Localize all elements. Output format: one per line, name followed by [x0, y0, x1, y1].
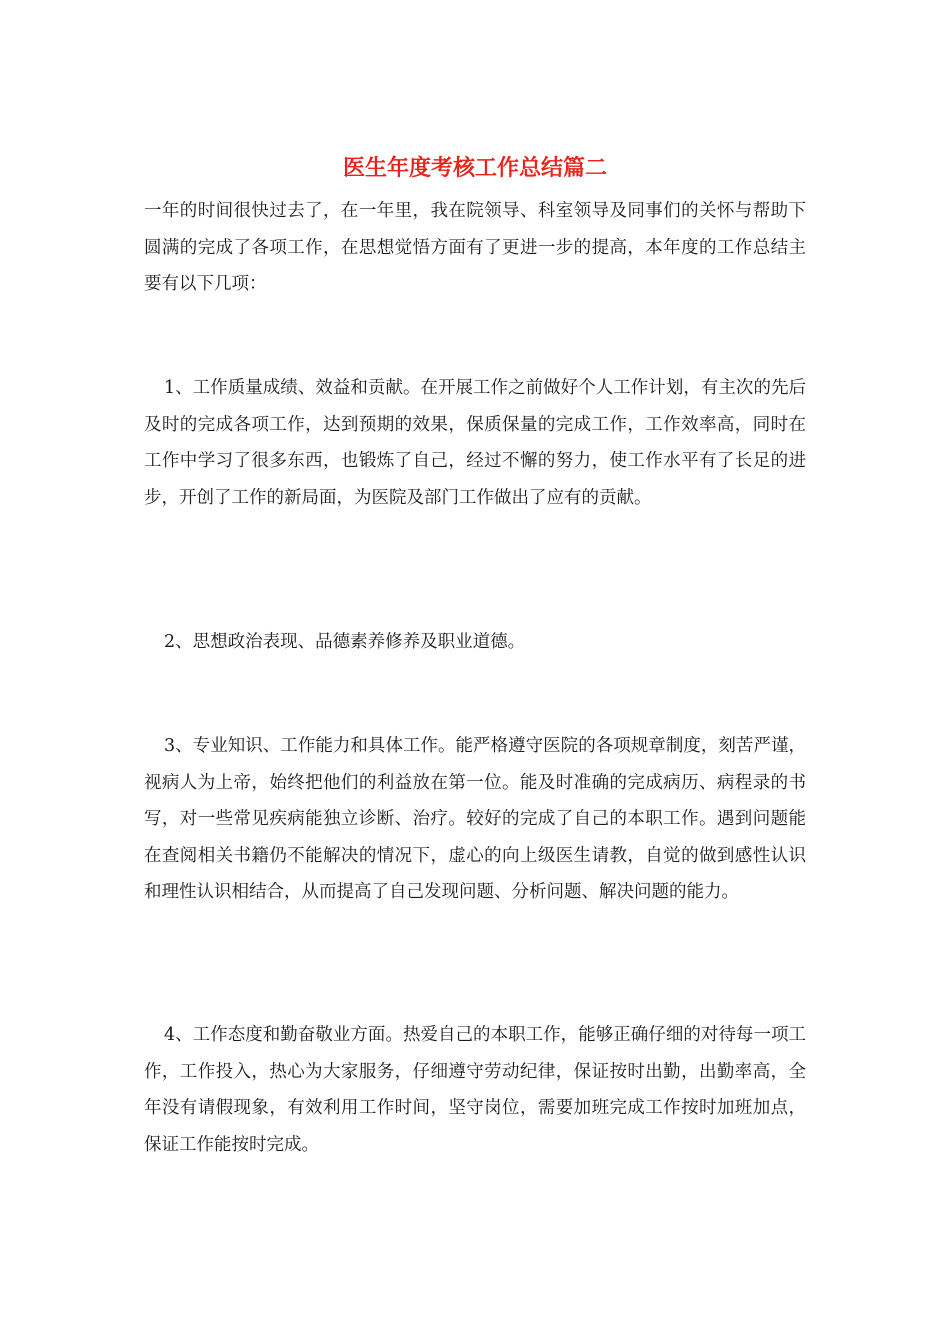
intro-paragraph: 一年的时间很快过去了，在一年里，我在院领导、科室领导及同事们的关怀与帮助下圆满的完成了各项工作，在思想觉悟方面有了更进一步的提高，本年度的工作总结主要有以下几项： [144, 201, 806, 294]
paragraph-political-conduct: 2、思想政治表现、品德素养修养及职业道德。 [164, 632, 526, 652]
paragraph-work-quality: 1、工作质量成绩、效益和贡献。在开展工作之前做好个人工作计划，有主次的先后及时的完成各项工作，达到预期的效果，保质保量的完成工作，工作效率高，同时在工作中学习了很多东西，也锻炼了自己，经过不懈的努力，使工作水平有了长足的进步，开创了工作的新局面，为医院及部门工作做出了应有的贡献。 [144, 378, 806, 508]
document-title: 医生年度考核工作总结篇二 [342, 155, 607, 181]
paragraph-work-attitude: 4、工作态度和勤奋敬业方面。热爱自己的本职工作，能够正确仔细的对待每一项工作，工作投入，热心为大家服务，仔细遵守劳动纪律，保证按时出勤，出勤率高，全年没有请假现象，有效利用工作时间，坚守岗位，需要加班完成工作按时加班加点，保证工作能按时完成。 [144, 1025, 806, 1155]
paragraph-professional-ability: 3、专业知识、工作能力和具体工作。能严格遵守医院的各项规章制度，刻苦严谨，视病人为上帝，始终把他们的利益放在第一位。能及时准确的完成病历、病程录的书写，对一些常见疾病能独立诊断、治疗。较好的完成了自己的本职工作。遇到问题能在查阅相关书籍仍不能解决的情况下，虚心的向上级医生请教，自觉的做到感性认识和理性认识相结合，从而提高了自己发现问题、分析问题、解决问题的能力。 [144, 736, 806, 902]
